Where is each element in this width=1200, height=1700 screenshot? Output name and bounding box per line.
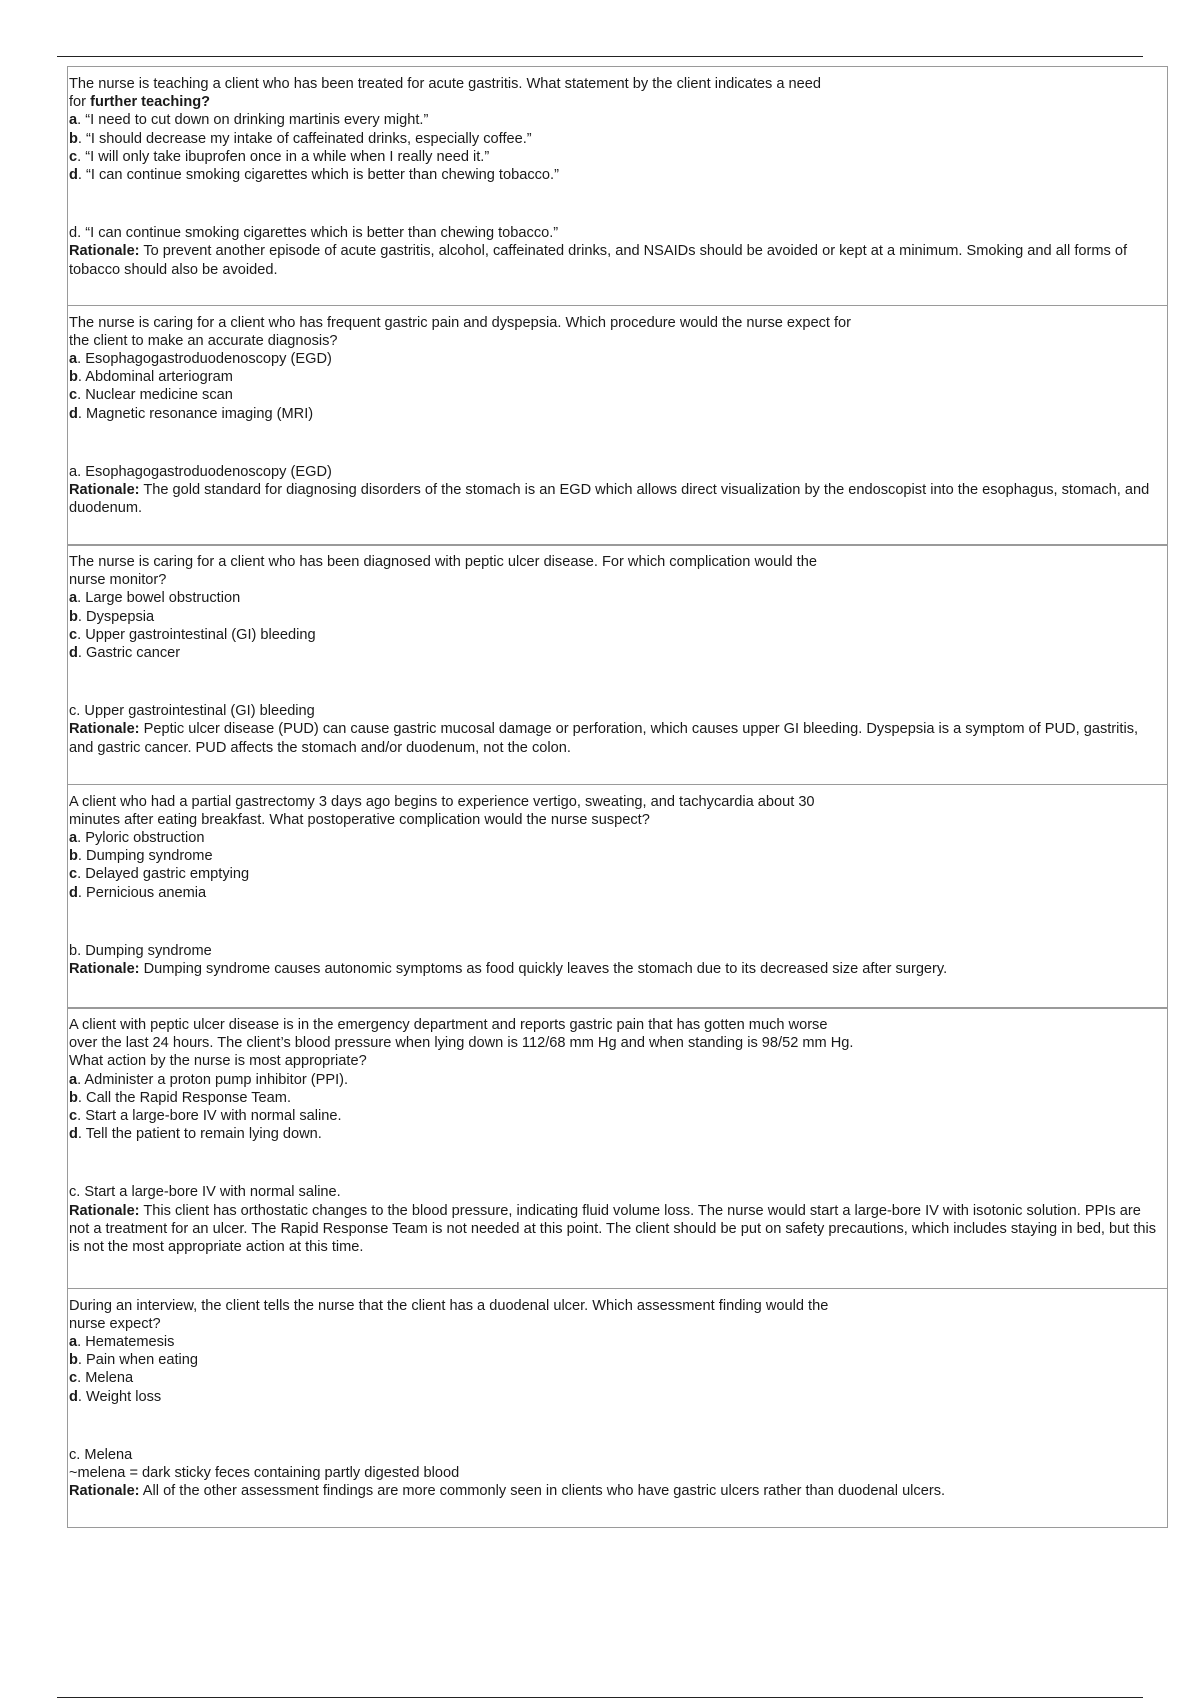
top-rule <box>57 56 1143 57</box>
option-letter: a <box>69 350 78 367</box>
answer-option <box>69 1369 1161 1387</box>
option-letter: c <box>69 387 78 404</box>
option-text: . “I will only take ibuprofen once in a while when I really need it.” <box>77 148 490 165</box>
question-card <box>67 1007 1168 1289</box>
option-text: . Large bowel obstruction <box>77 590 241 607</box>
answer-option <box>69 1333 1161 1351</box>
question-stem-line <box>69 332 1161 350</box>
rationale <box>69 481 1161 517</box>
rationale-label: Rationale: <box>69 1202 140 1219</box>
option-letter: c <box>69 148 78 165</box>
question-list <box>67 66 1168 1526</box>
option-text: . Administer a proton pump inhibitor (PPI). <box>77 1071 349 1088</box>
question-stem-text: minutes after eating breakfast. What postoperative complication would the nurse suspect? <box>69 811 650 828</box>
option-letter: b <box>69 369 78 386</box>
option-text: . Pain when eating <box>77 1352 198 1369</box>
option-letter: b <box>69 1089 78 1106</box>
answer-option <box>69 644 1161 662</box>
question-stem-line: The nurse is teaching a client who has been treated for acute gastritis. What statement by the client indicates a need <box>69 76 822 92</box>
rationale-label: Rationale: <box>69 721 140 738</box>
question-card <box>67 66 1168 306</box>
rationale <box>69 242 1161 278</box>
option-text: . Gastric cancer <box>77 645 181 662</box>
question-stem-line <box>69 1034 1161 1052</box>
answer-option <box>69 405 1161 423</box>
rationale <box>69 720 1161 756</box>
answer-block <box>69 463 1161 518</box>
question-stem-line <box>69 93 1161 111</box>
option-text: . Delayed gastric emptying <box>77 866 250 883</box>
correct-answer: d. “I can continue smoking cigarettes which is better than chewing tobacco.” <box>69 225 559 242</box>
question-stem-line: A client with peptic ulcer disease is in the emergency department and reports gastric pain that has gotten much worse <box>69 1017 828 1033</box>
option-text: . Melena <box>77 1370 134 1387</box>
option-letter: b <box>69 848 78 865</box>
answer-option <box>69 386 1161 404</box>
question-stem-line: A client who had a partial gastrectomy 3 days ago begins to experience vertigo, sweating, and tachycardia about 30 <box>69 793 815 810</box>
option-text: . Pyloric obstruction <box>77 829 205 846</box>
answer-option <box>69 829 1161 847</box>
answer-block <box>69 942 1161 978</box>
rationale <box>69 960 1161 978</box>
answer-block <box>69 1183 1161 1256</box>
option-letter: c <box>69 866 78 883</box>
option-letter: d <box>69 1388 78 1405</box>
answer-options <box>69 1071 1161 1144</box>
rationale <box>69 1202 1161 1257</box>
answer-block <box>69 702 1161 757</box>
answer-option <box>69 589 1161 607</box>
answer-options <box>69 589 1161 662</box>
rationale-text: Dumping syndrome causes autonomic symptoms as food quickly leaves the stomach due to its decreased size after surgery. <box>139 960 948 977</box>
question-stem-line <box>69 571 1161 589</box>
answer-option <box>69 1071 1161 1089</box>
answer-block <box>69 1446 1161 1501</box>
bottom-rule <box>57 1697 1143 1698</box>
question-stem-line: The nurse is caring for a client who has frequent gastric pain and dyspepsia. Which procedure would the nurse expect for <box>69 314 852 331</box>
option-text: . Upper gastrointestinal (GI) bleeding <box>77 626 316 643</box>
answer-option <box>69 350 1161 368</box>
answer-block <box>69 224 1161 279</box>
answer-option <box>69 1089 1161 1107</box>
option-letter: c <box>69 626 78 643</box>
answer-option <box>69 626 1161 644</box>
option-text: . “I should decrease my intake of caffeinated drinks, especially coffee.” <box>77 130 532 147</box>
option-text: . Tell the patient to remain lying down. <box>77 1126 322 1143</box>
option-text: . Esophagogastroduodenoscopy (EGD) <box>77 350 332 367</box>
option-text: . Weight loss <box>77 1388 162 1405</box>
answer-options <box>69 1333 1161 1406</box>
option-letter: d <box>69 405 78 422</box>
option-letter: c <box>69 1370 78 1387</box>
question-card <box>67 305 1168 546</box>
answer-option <box>69 1388 1161 1406</box>
answer-note: ~melena = dark sticky feces containing partly digested blood <box>69 1464 460 1481</box>
question-stem-line: The nurse is caring for a client who has been diagnosed with peptic ulcer disease. For which complication would the <box>69 554 817 570</box>
rationale-text: The gold standard for diagnosing disorders of the stomach is an EGD which allows direct visualization by the endoscopist into the esophagus, stomach, and duodenum. <box>69 481 1150 517</box>
option-letter: d <box>69 167 78 184</box>
question-stem-line <box>69 1315 1161 1333</box>
option-letter: a <box>69 112 78 129</box>
answer-option <box>69 1125 1161 1143</box>
question-stem-line: What action by the nurse is most appropriate? <box>69 1053 367 1070</box>
rationale <box>69 1482 1161 1500</box>
option-letter: d <box>69 884 78 901</box>
option-text: . Pernicious anemia <box>77 884 207 901</box>
option-text: . Hematemesis <box>77 1333 175 1350</box>
question-stem-text: over the last 24 hours. The client’s blood pressure when lying down is 112/68 mm Hg and when standing is 98/52 mm Hg. <box>69 1035 854 1052</box>
option-text: . Magnetic resonance imaging (MRI) <box>77 405 314 422</box>
question-stem-line: During an interview, the client tells the nurse that the client has a duodenal ulcer. Which assessment finding would the <box>69 1297 829 1314</box>
correct-answer: a. Esophagogastroduodenoscopy (EGD) <box>69 463 332 480</box>
option-letter: c <box>69 1108 78 1125</box>
answer-option <box>69 1107 1161 1125</box>
option-letter: b <box>69 608 78 625</box>
option-letter: b <box>69 130 78 147</box>
option-text: . Nuclear medicine scan <box>77 387 233 404</box>
answer-option <box>69 166 1161 184</box>
option-letter: a <box>69 1071 78 1088</box>
rationale-label: Rationale: <box>69 1483 140 1500</box>
option-text: . Abdominal arteriogram <box>77 369 233 386</box>
option-text: . Call the Rapid Response Team. <box>77 1089 291 1106</box>
answer-options <box>69 111 1161 184</box>
option-letter: a <box>69 829 78 846</box>
correct-answer: c. Melena <box>69 1446 133 1463</box>
question-stem-text: for <box>69 94 91 111</box>
question-card <box>67 1288 1168 1528</box>
rationale-label: Rationale: <box>69 960 140 977</box>
answer-options <box>69 829 1161 902</box>
answer-option <box>69 1351 1161 1369</box>
question-stem-text: the client to make an accurate diagnosis? <box>69 332 338 349</box>
option-text: . Start a large-bore IV with normal saline. <box>77 1108 342 1125</box>
answer-option <box>69 884 1161 902</box>
question-emphasis: further teaching? <box>90 94 211 111</box>
answer-option <box>69 148 1161 166</box>
option-letter: d <box>69 645 78 662</box>
answer-option <box>69 111 1161 129</box>
answer-option <box>69 130 1161 148</box>
option-letter: a <box>69 1333 78 1350</box>
rationale-label: Rationale: <box>69 243 140 260</box>
correct-answer: c. Start a large-bore IV with normal saline. <box>69 1184 341 1201</box>
option-text: . “I can continue smoking cigarettes which is better than chewing tobacco.” <box>77 167 559 184</box>
option-text: . Dyspepsia <box>77 608 155 625</box>
answer-option <box>69 847 1161 865</box>
rationale-text: Peptic ulcer disease (PUD) can cause gastric mucosal damage or perforation, which causes upper GI bleeding. Dyspepsia is a symptom of PUD, gastritis, and gastric cancer. PUD affects the stomach and/or duodenum, not the colon. <box>69 721 1139 756</box>
question-stem-line <box>69 811 1161 829</box>
option-text: . “I need to cut down on drinking martinis every might.” <box>77 112 429 129</box>
option-letter: a <box>69 590 78 607</box>
answer-option <box>69 368 1161 386</box>
question-stem-text: nurse monitor? <box>69 572 167 589</box>
question-card <box>67 544 1168 785</box>
rationale-text: All of the other assessment findings are more commonly seen in clients who have gastric ulcers rather than duodenal ulcers. <box>139 1483 946 1500</box>
option-text: . Dumping syndrome <box>77 848 213 865</box>
correct-answer: b. Dumping syndrome <box>69 942 212 959</box>
answer-option <box>69 608 1161 626</box>
rationale-label: Rationale: <box>69 481 140 498</box>
question-card <box>67 784 1168 1009</box>
answer-options <box>69 350 1161 423</box>
option-letter: b <box>69 1352 78 1369</box>
option-letter: d <box>69 1126 78 1143</box>
rationale-text: To prevent another episode of acute gastritis, alcohol, caffeinated drinks, and NSAIDs should be avoided or kept at a minimum. Smoking and all forms of tobacco should also be avoided. <box>69 243 1128 278</box>
correct-answer: c. Upper gastrointestinal (GI) bleeding <box>69 703 315 720</box>
answer-option <box>69 865 1161 883</box>
rationale-text: This client has orthostatic changes to the blood pressure, indicating fluid volume loss. The nurse would start a large-bore IV with isotonic solution. PPIs are not a treatment for an ulcer. The Rapid Response Team is not needed at this point. The client should be put on safety precautions, which includes staying in bed, but this is not the most appropriate action at this time. <box>69 1202 1157 1256</box>
question-stem-text: nurse expect? <box>69 1315 161 1332</box>
